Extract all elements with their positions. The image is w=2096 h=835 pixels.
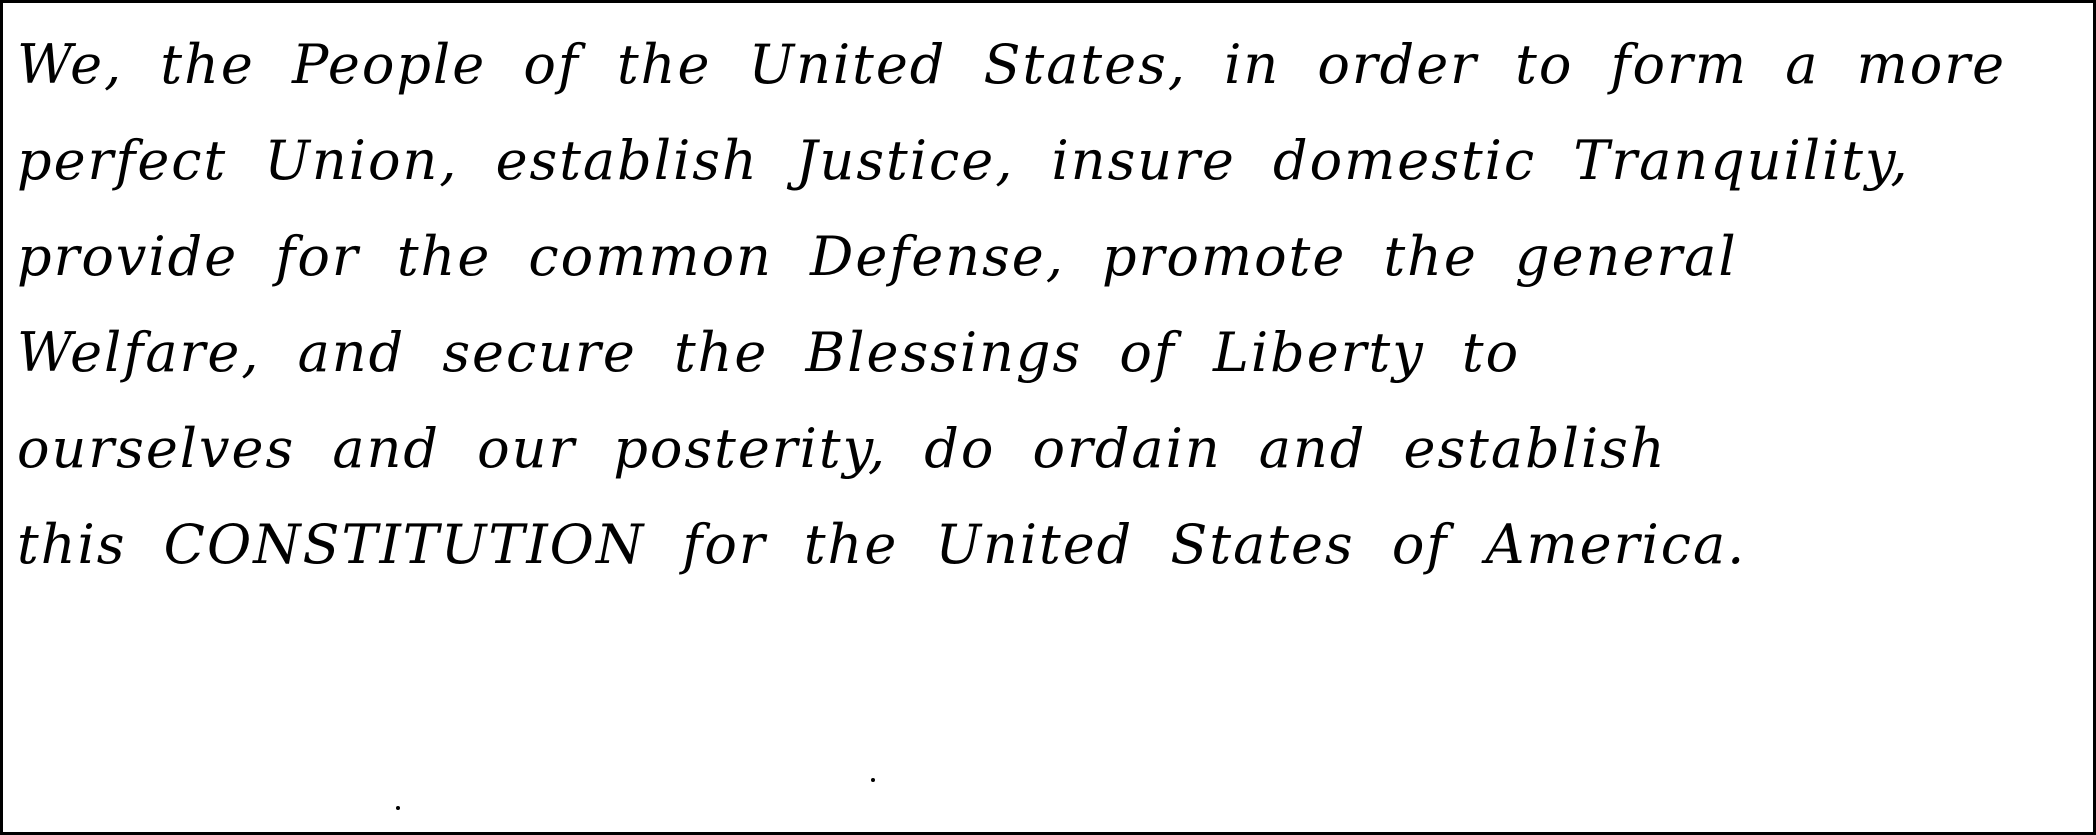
handwritten-passage xyxy=(17,17,2083,593)
handwritten-line-4: Welfare, and secure the Blessings of Liberty to xyxy=(17,321,1521,384)
ink-speck xyxy=(871,778,875,782)
handwritten-line-5: ourselves and our posterity, do ordain and establish xyxy=(17,417,1667,480)
ink-speck xyxy=(396,806,400,810)
handwritten-line-3: provide for the common Defense, promote the general xyxy=(17,225,1738,288)
handwritten-line-2: perfect Union, establish Justice, insure domestic Tranquility, xyxy=(17,129,1910,192)
handwritten-line-1: We, the People of the United States, in order to form a more xyxy=(17,33,2007,96)
handwritten-line-6: this CONSTITUTION for the United States of America. xyxy=(17,513,1747,576)
